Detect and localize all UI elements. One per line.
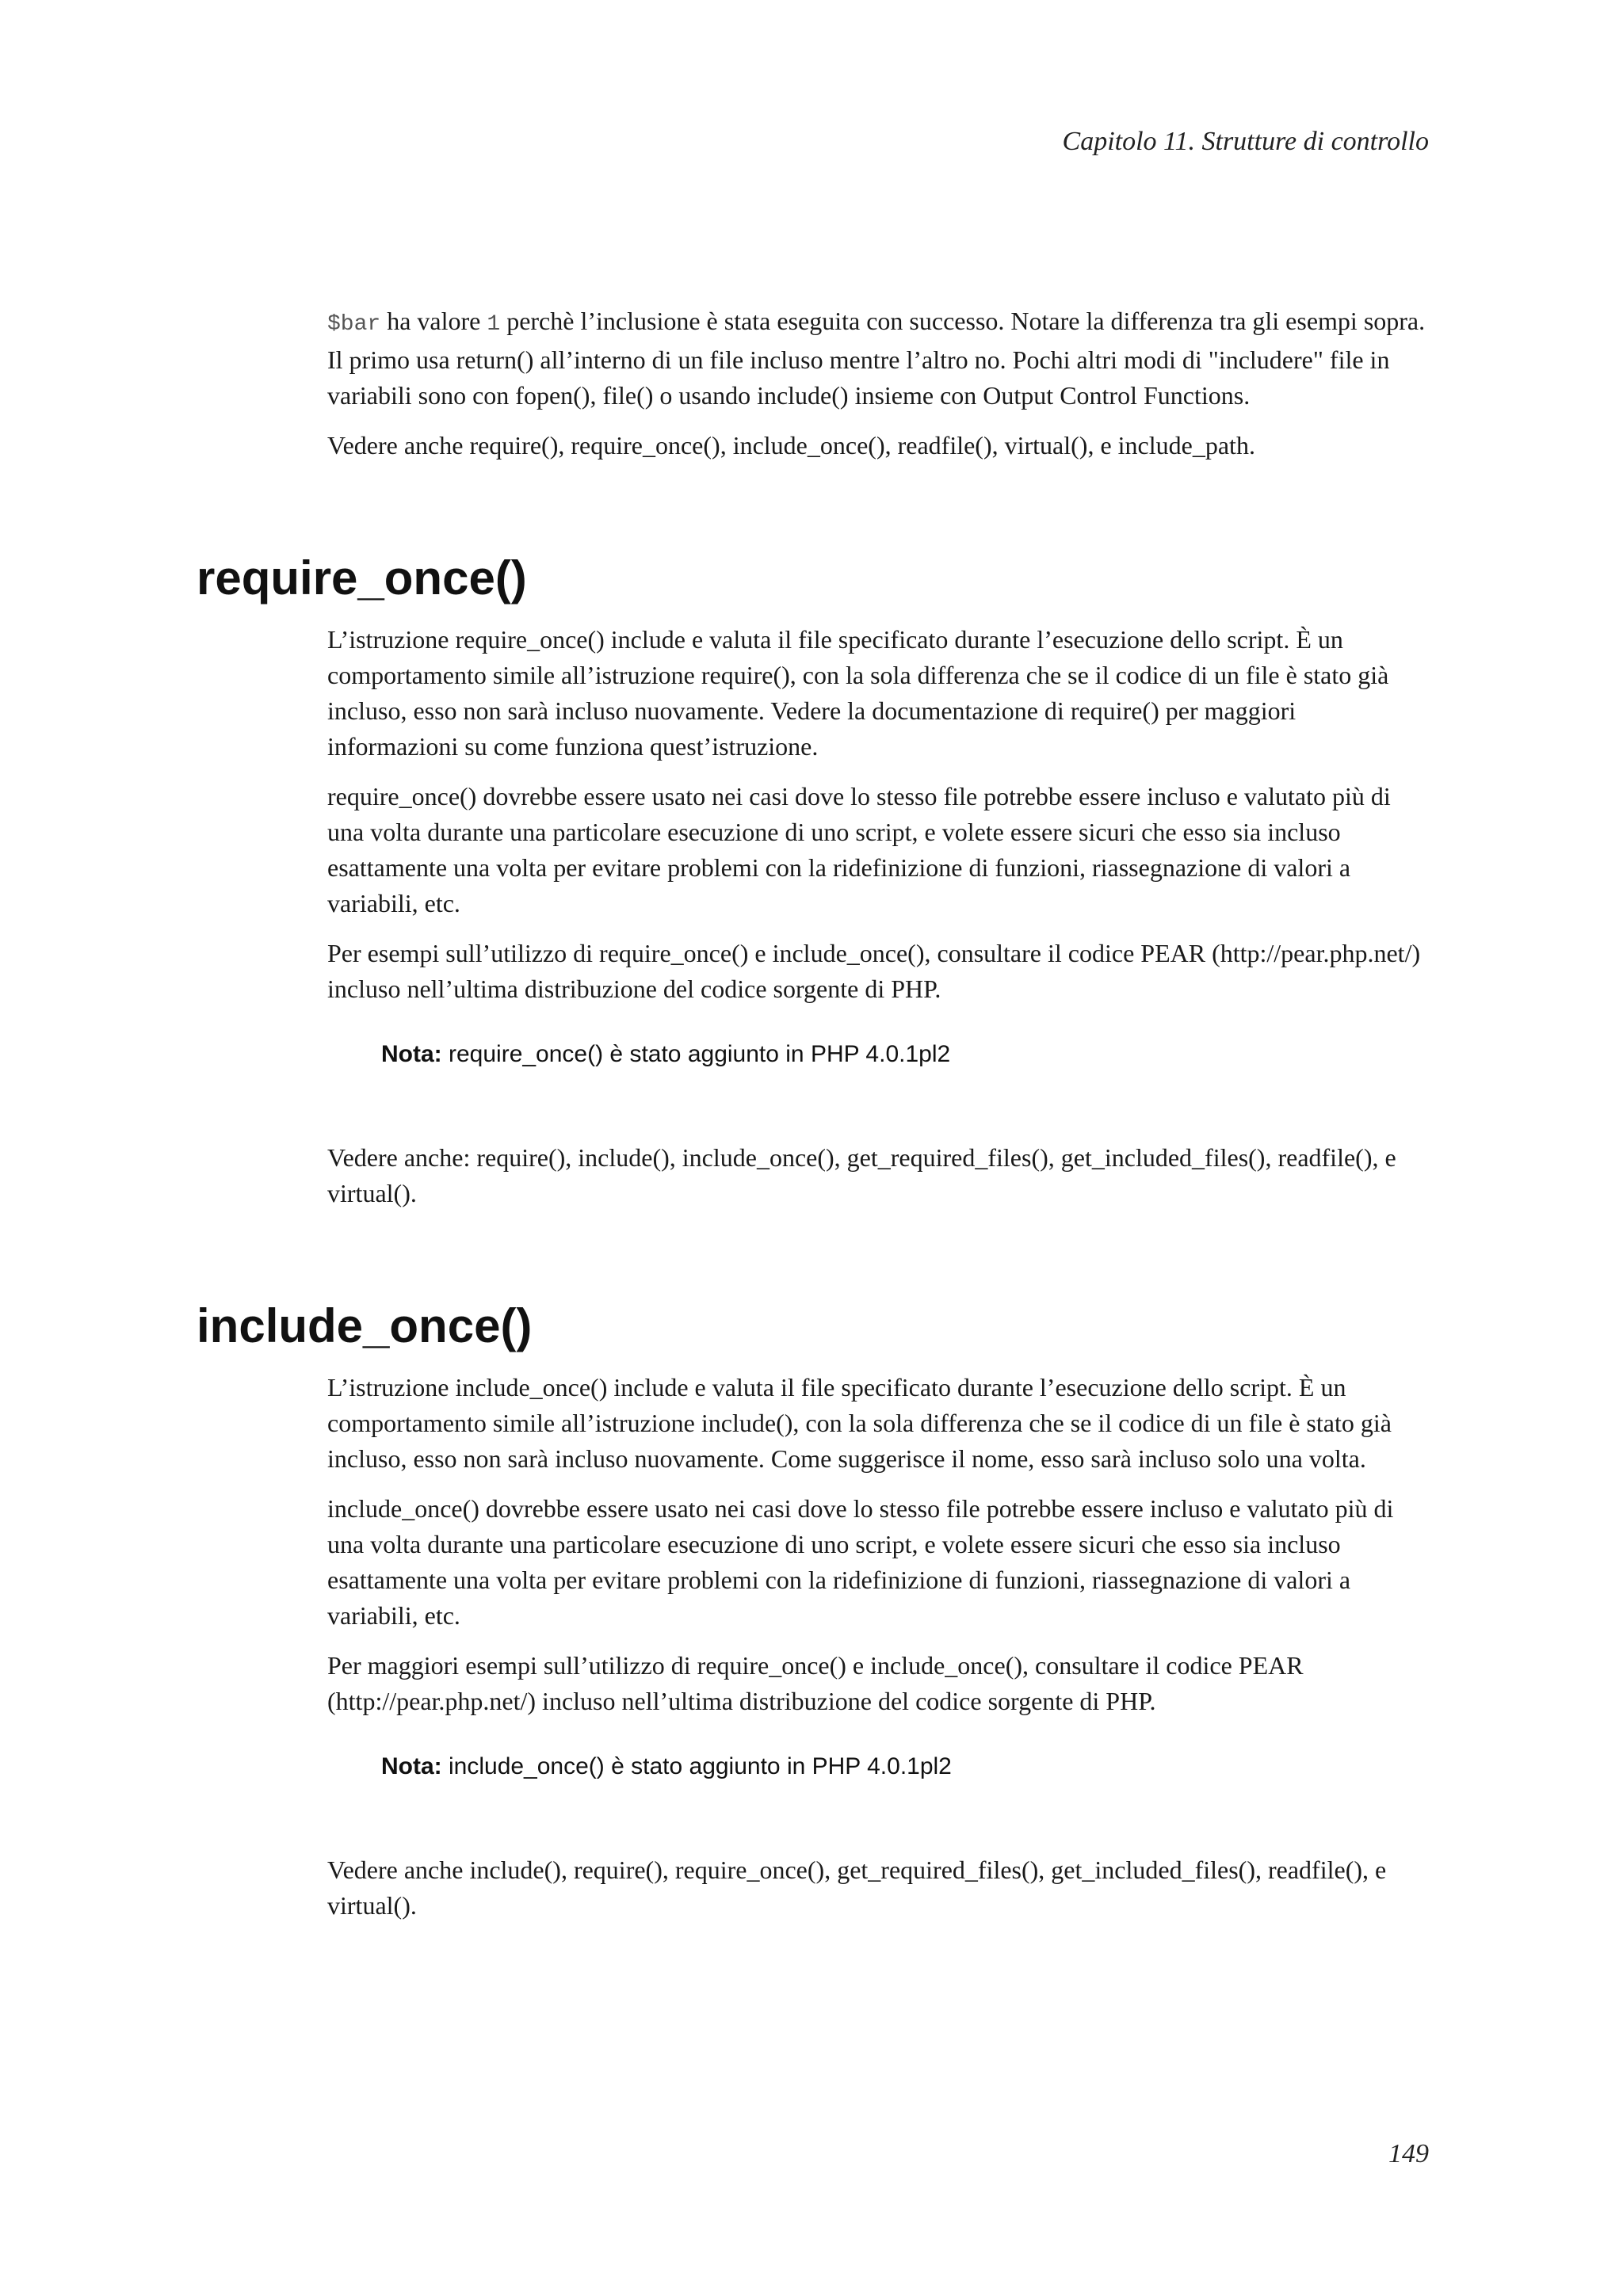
note-label: Nota: — [381, 1041, 442, 1067]
require-once-block — [327, 622, 1433, 1211]
section-spacer — [197, 1226, 1433, 1299]
include-once-block — [327, 1370, 1433, 1924]
note-label: Nota: — [381, 1753, 442, 1779]
section-title-include-once: include_once() — [197, 1299, 533, 1352]
note-text: require_once() è stato aggiunto in PHP 4.0.1pl2 — [441, 1041, 951, 1067]
intro-block — [327, 303, 1433, 463]
require-once-see-also: Vedere anche: require(), include(), include_once(), get_required_files(), get_included_files(), readfile(), e virtual(). — [327, 1143, 1396, 1207]
intro-paragraph-2: Vedere anche require(), require_once(), include_once(), readfile(), virtual(), e include_path. — [327, 431, 1255, 460]
running-header: Capitolo 11. Strutture di controllo — [1062, 127, 1429, 156]
include-once-note — [381, 1751, 1433, 1783]
page-number: 149 — [1388, 2139, 1429, 2168]
note-spacer — [327, 1070, 1433, 1140]
note-spacer — [327, 1783, 1433, 1852]
page-content — [197, 303, 1433, 1938]
intro-text-a: ha valore — [380, 307, 487, 335]
code-value-one: 1 — [487, 312, 501, 337]
include-once-paragraph-3: Per maggiori esempi sull’utilizzo di require_once() e include_once(), consultare il codice PEAR (http://pear.php.net/) incluso nell’ultima distribuzione del codice sorgente di PHP. — [327, 1651, 1304, 1715]
require-once-paragraph-1: L’istruzione require_once() include e valuta il file specificato durante l’esecuzione dello script. È un comportamento simile all’istruzione require(), con la sola differenza che se il codice di un file è stato già incluso, esso non sarà incluso nuovamente. Vedere la documentazione di require() per maggiori informazioni su come funziona quest’istruzione. — [327, 625, 1389, 761]
intro-text-b: perchè l’inclusione è stata eseguita con successo. Notare la differenza tra gli esempi sopra. Il primo usa return() all’interno di un file incluso mentre l’altro no. Pochi altri modi di "includere" file in variabili sono con fopen(), file() o usando include() insieme con Output Control Functions. — [327, 307, 1426, 410]
include-once-see-also: Vedere anche include(), require(), require_once(), get_required_files(), get_included_files(), readfile(), e virtual(). — [327, 1855, 1387, 1920]
include-once-paragraph-2: include_once() dovrebbe essere usato nei casi dove lo stesso file potrebbe essere incluso e valutato più di una volta durante una particolare esecuzione di uno script, e volete essere sicuri che esso sia incluso esattamente una volta per evitare problemi con la ridefinizione di funzioni, riassegnazione di valori a variabili, etc. — [327, 1494, 1394, 1630]
require-once-note — [381, 1039, 1433, 1070]
section-spacer — [197, 478, 1433, 551]
code-variable-bar: $bar — [327, 312, 381, 337]
require-once-paragraph-2: require_once() dovrebbe essere usato nei casi dove lo stesso file potrebbe essere incluso e valutato più di una volta durante una particolare esecuzione di uno script, e volete essere sicuri che esso sia incluso esattamente una volta per evitare problemi con la ridefinizione di funzioni, riassegnazione di valori a variabili, etc. — [327, 782, 1391, 917]
intro-paragraph-1 — [327, 303, 1433, 414]
require-once-paragraph-3: Per esempi sull’utilizzo di require_once() e include_once(), consultare il codice PEAR (http://pear.php.net/) incluso nell’ultima distribuzione del codice sorgente di PHP. — [327, 939, 1421, 1003]
note-text: include_once() è stato aggiunto in PHP 4.0.1pl2 — [441, 1753, 952, 1779]
section-title-require-once: require_once() — [197, 551, 527, 605]
include-once-paragraph-1: L’istruzione include_once() include e valuta il file specificato durante l’esecuzione dello script. È un comportamento simile all’istruzione include(), con la sola differenza che se il codice di un file è stato già incluso, esso non sarà incluso nuovamente. Come suggerisce il nome, esso sarà incluso solo una volta. — [327, 1373, 1392, 1473]
